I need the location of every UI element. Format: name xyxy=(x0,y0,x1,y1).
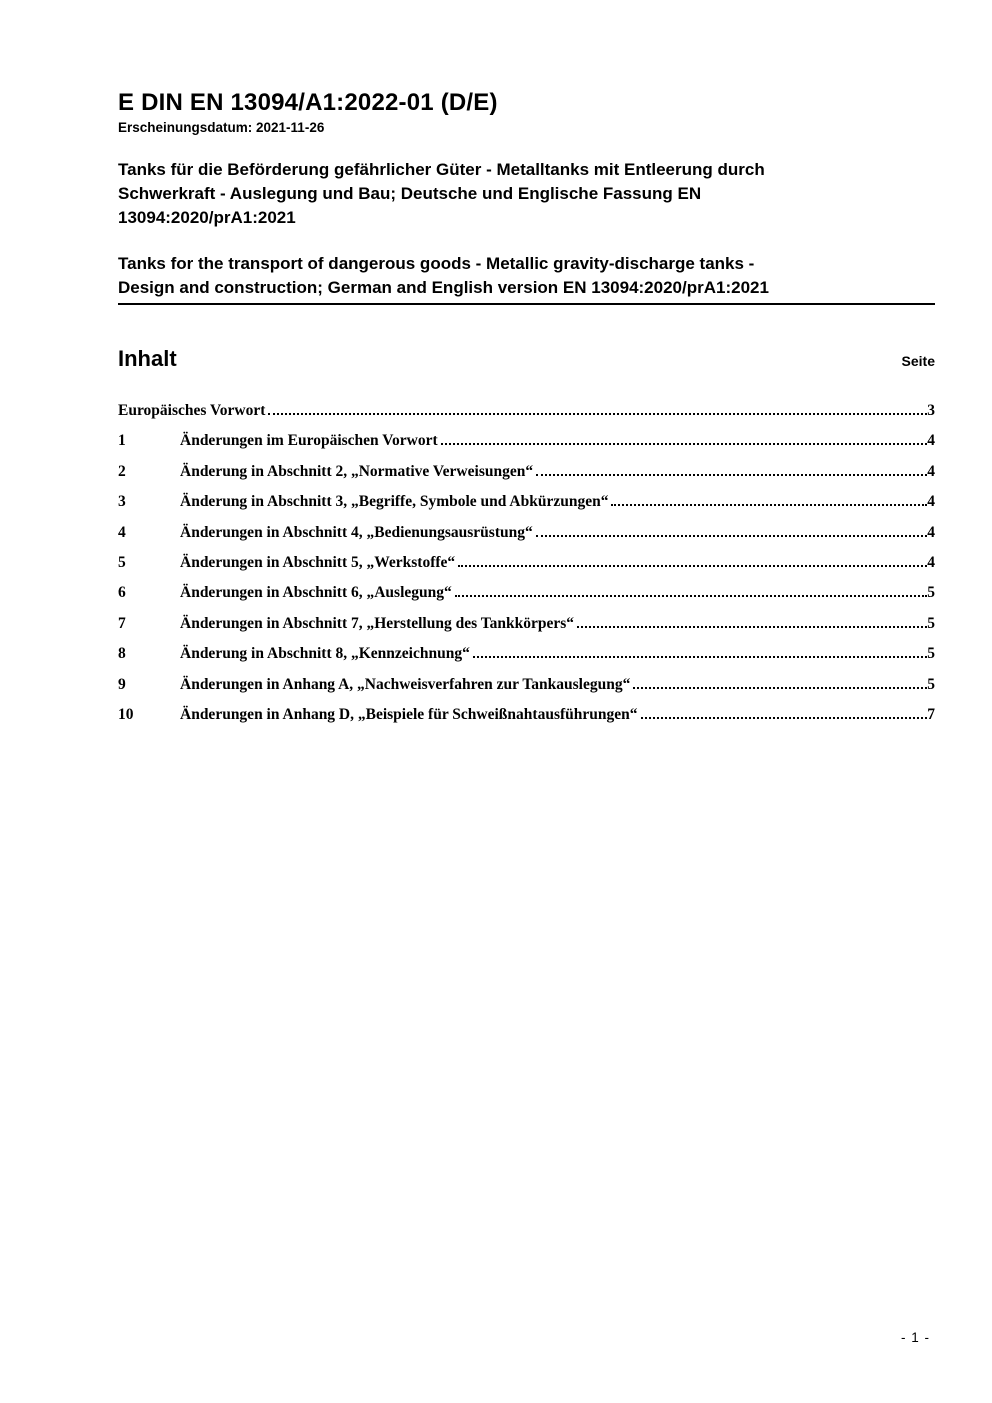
toc-entry[interactable] xyxy=(118,609,935,639)
toc-page-column-label: Seite xyxy=(901,353,935,369)
toc-entry-number: 6 xyxy=(118,584,126,602)
title-english xyxy=(118,252,935,300)
toc-entry-label: Änderungen im Europäischen Vorwort xyxy=(180,432,438,450)
toc-entry-dot-leader xyxy=(536,535,928,537)
toc-entry-page: 5 xyxy=(927,645,935,663)
toc-entry[interactable] xyxy=(118,487,935,517)
toc-entry-dot-leader xyxy=(458,565,927,567)
toc-entry-page: 4 xyxy=(927,554,935,572)
toc-entry-label: Änderung in Abschnitt 2, „Normative Verweisungen“ xyxy=(180,462,534,480)
toc-entry-dot-leader xyxy=(455,595,928,597)
toc-entry-label: Änderungen in Anhang A, „Nachweisverfahren zur Tankauslegung“ xyxy=(180,675,631,693)
toc-entry-page: 4 xyxy=(927,523,935,541)
toc-entry-label: Europäisches Vorwort xyxy=(118,402,266,419)
toc-heading: Inhalt xyxy=(118,346,177,371)
toc-entry-dot-leader xyxy=(473,656,927,658)
toc-entry[interactable] xyxy=(118,396,935,426)
toc-entry[interactable] xyxy=(118,518,935,548)
toc-entry-label: Änderungen in Anhang D, „Beispiele für Schweißnahtausführungen“ xyxy=(180,706,638,724)
toc-entry-dot-leader xyxy=(268,413,927,415)
toc-entry-label: Änderungen in Abschnitt 4, „Bedienungsausrüstung“ xyxy=(180,523,533,541)
toc-entry-page: 5 xyxy=(927,675,935,693)
toc-list xyxy=(118,396,935,730)
title-german-line-2: Schwerkraft - Auslegung und Bau; Deutsche und Englische Fassung EN xyxy=(118,184,702,203)
toc-entry-number: 10 xyxy=(118,706,134,724)
toc-entry-dot-leader xyxy=(536,474,927,476)
toc-entry-page: 4 xyxy=(927,432,935,450)
toc-entry-page: 3 xyxy=(927,402,935,419)
toc-entry[interactable] xyxy=(118,457,935,487)
toc-entry-page: 4 xyxy=(927,462,935,480)
toc-entry-label: Änderung in Abschnitt 8, „Kennzeichnung“ xyxy=(180,645,470,663)
toc-entry-page: 7 xyxy=(927,706,935,724)
toc-entry-number: 2 xyxy=(118,462,126,480)
toc-entry-dot-leader xyxy=(611,504,927,506)
title-english-line-2: Design and construction; German and English version EN 13094:2020/prA1:2021 xyxy=(118,278,769,297)
toc-entry-number: 4 xyxy=(118,523,126,541)
title-divider-rule xyxy=(118,303,935,305)
toc-entry[interactable] xyxy=(118,700,935,730)
toc-entry-number: 5 xyxy=(118,554,126,572)
toc-entry-page: 5 xyxy=(927,614,935,632)
title-german-line-1: Tanks für die Beförderung gefährlicher Güter - Metalltanks mit Entleerung durch xyxy=(118,160,765,179)
page-content xyxy=(118,0,935,730)
toc-entry[interactable] xyxy=(118,639,935,669)
document-number-heading: E DIN EN 13094/A1:2022-01 (D/E) xyxy=(118,89,498,116)
title-english-line-1: Tanks for the transport of dangerous goods - Metallic gravity-discharge tanks - xyxy=(118,254,755,273)
toc-header-row xyxy=(118,346,935,372)
footer-page-number: - 1 - xyxy=(900,1330,930,1345)
toc-entry-dot-leader xyxy=(633,687,927,689)
title-german xyxy=(118,158,935,230)
publication-date: Erscheinungsdatum: 2021-11-26 xyxy=(118,120,325,135)
toc-entry[interactable] xyxy=(118,548,935,578)
toc-entry-label: Änderungen in Abschnitt 5, „Werkstoffe“ xyxy=(180,554,456,572)
toc-entry-label: Änderungen in Abschnitt 6, „Auslegung“ xyxy=(180,584,452,602)
toc-entry-page: 4 xyxy=(927,493,935,511)
toc-entry-number: 7 xyxy=(118,614,126,632)
toc-entry-dot-leader xyxy=(641,717,928,719)
toc-entry[interactable] xyxy=(118,426,935,456)
title-german-line-3: 13094:2020/prA1:2021 xyxy=(118,208,296,227)
toc-entry[interactable] xyxy=(118,670,935,700)
toc-entry-label: Änderungen in Abschnitt 7, „Herstellung des Tankkörpers“ xyxy=(180,614,575,632)
toc-entry-label: Änderung in Abschnitt 3, „Begriffe, Symbole und Abkürzungen“ xyxy=(180,493,609,511)
toc-entry-number: 9 xyxy=(118,675,126,693)
toc-entry-dot-leader xyxy=(441,443,928,445)
toc-entry[interactable] xyxy=(118,578,935,608)
toc-entry-number: 3 xyxy=(118,493,126,511)
toc-entry-dot-leader xyxy=(577,626,927,628)
toc-entry-number: 8 xyxy=(118,645,126,663)
toc-entry-number: 1 xyxy=(118,432,126,450)
toc-entry-page: 5 xyxy=(927,584,935,602)
